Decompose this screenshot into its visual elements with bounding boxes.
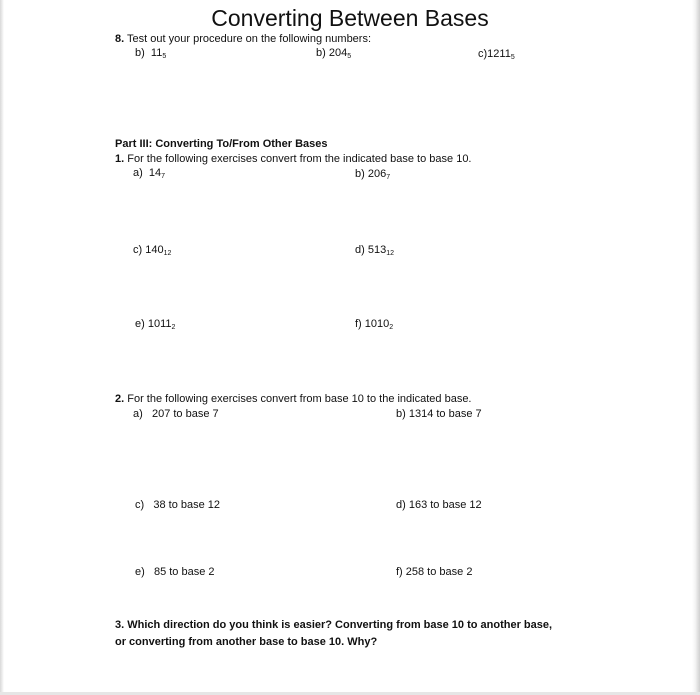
q2-item-a [133, 408, 219, 421]
question-2 [115, 393, 472, 406]
q2-item-a-label: a) [133, 408, 143, 420]
q2-item-c-text: 38 to base 12 [153, 499, 221, 511]
q8-item-a-label: b) [135, 47, 145, 59]
q8-item-b-label: b) 204 [316, 47, 348, 59]
page-title: Converting Between Bases [211, 5, 489, 31]
q1-item-f-label: f) 1010 [355, 318, 390, 330]
question-8-number: 8. [115, 33, 125, 45]
q1-item-f [355, 318, 393, 331]
q1-item-a [133, 167, 165, 180]
page-edge-left [0, 0, 4, 695]
question-3-number: 3. [115, 619, 125, 631]
q2-item-e-text: 85 to base 2 [153, 566, 215, 578]
q8-item-c-label: c)1211 [478, 48, 511, 60]
page-edge-right [692, 0, 700, 695]
q1-item-c-label: c) 140 [133, 244, 164, 256]
q8-item-c [478, 48, 515, 61]
q1-item-c [133, 244, 171, 257]
q2-item-a-text: 207 to base 7 [151, 408, 219, 420]
q2-item-d: d) 163 to base 12 [396, 499, 482, 511]
q8-item-a-value: 11 [150, 47, 163, 59]
question-8 [115, 33, 371, 46]
q8-item-c-base: 5 [510, 54, 515, 61]
q1-item-b [355, 168, 390, 181]
q1-item-e-label: e) 1011 [135, 318, 172, 330]
q1-item-a-base: 7 [161, 173, 166, 180]
q1-item-e [135, 318, 175, 331]
q1-item-d [355, 244, 394, 257]
question-1-number: 1. [115, 153, 125, 165]
q1-item-f-base: 2 [389, 324, 394, 331]
q2-item-b: b) 1314 to base 7 [396, 408, 482, 420]
q8-item-b [316, 47, 351, 60]
q2-item-c-label: c) [135, 499, 145, 511]
q1-item-d-label: d) 513 [355, 244, 387, 256]
q1-item-a-label: a) [133, 167, 143, 179]
question-2-number: 2. [115, 393, 125, 405]
q8-item-a [135, 47, 166, 60]
q1-item-a-value: 14 [148, 167, 162, 179]
q1-item-d-base: 12 [386, 250, 394, 257]
question-3 [115, 617, 565, 651]
question-8-text: Test out your procedure on the following numbers: [127, 33, 372, 45]
q1-item-e-base: 2 [171, 324, 176, 331]
q8-item-b-base: 5 [347, 53, 352, 60]
part-3-heading: Part III: Converting To/From Other Bases [115, 138, 328, 150]
question-1-text: For the following exercises convert from the indicated base to base 10. [127, 153, 472, 165]
q2-item-e [135, 566, 215, 579]
q1-item-b-label: b) 206 [355, 168, 387, 180]
question-2-text: For the following exercises convert from base 10 to the indicated base. [127, 393, 472, 405]
q1-item-c-base: 12 [163, 250, 172, 257]
question-3-text: Which direction do you think is easier? Converting from base 10 to another base, or converting from another base to base 10. Why? [115, 619, 553, 648]
question-1 [115, 153, 472, 166]
q2-item-e-label: e) [135, 566, 145, 578]
q1-item-b-base: 7 [386, 174, 391, 181]
q2-item-c [135, 499, 220, 512]
q8-item-a-base: 5 [162, 53, 167, 60]
q2-item-f: f) 258 to base 2 [396, 566, 473, 578]
